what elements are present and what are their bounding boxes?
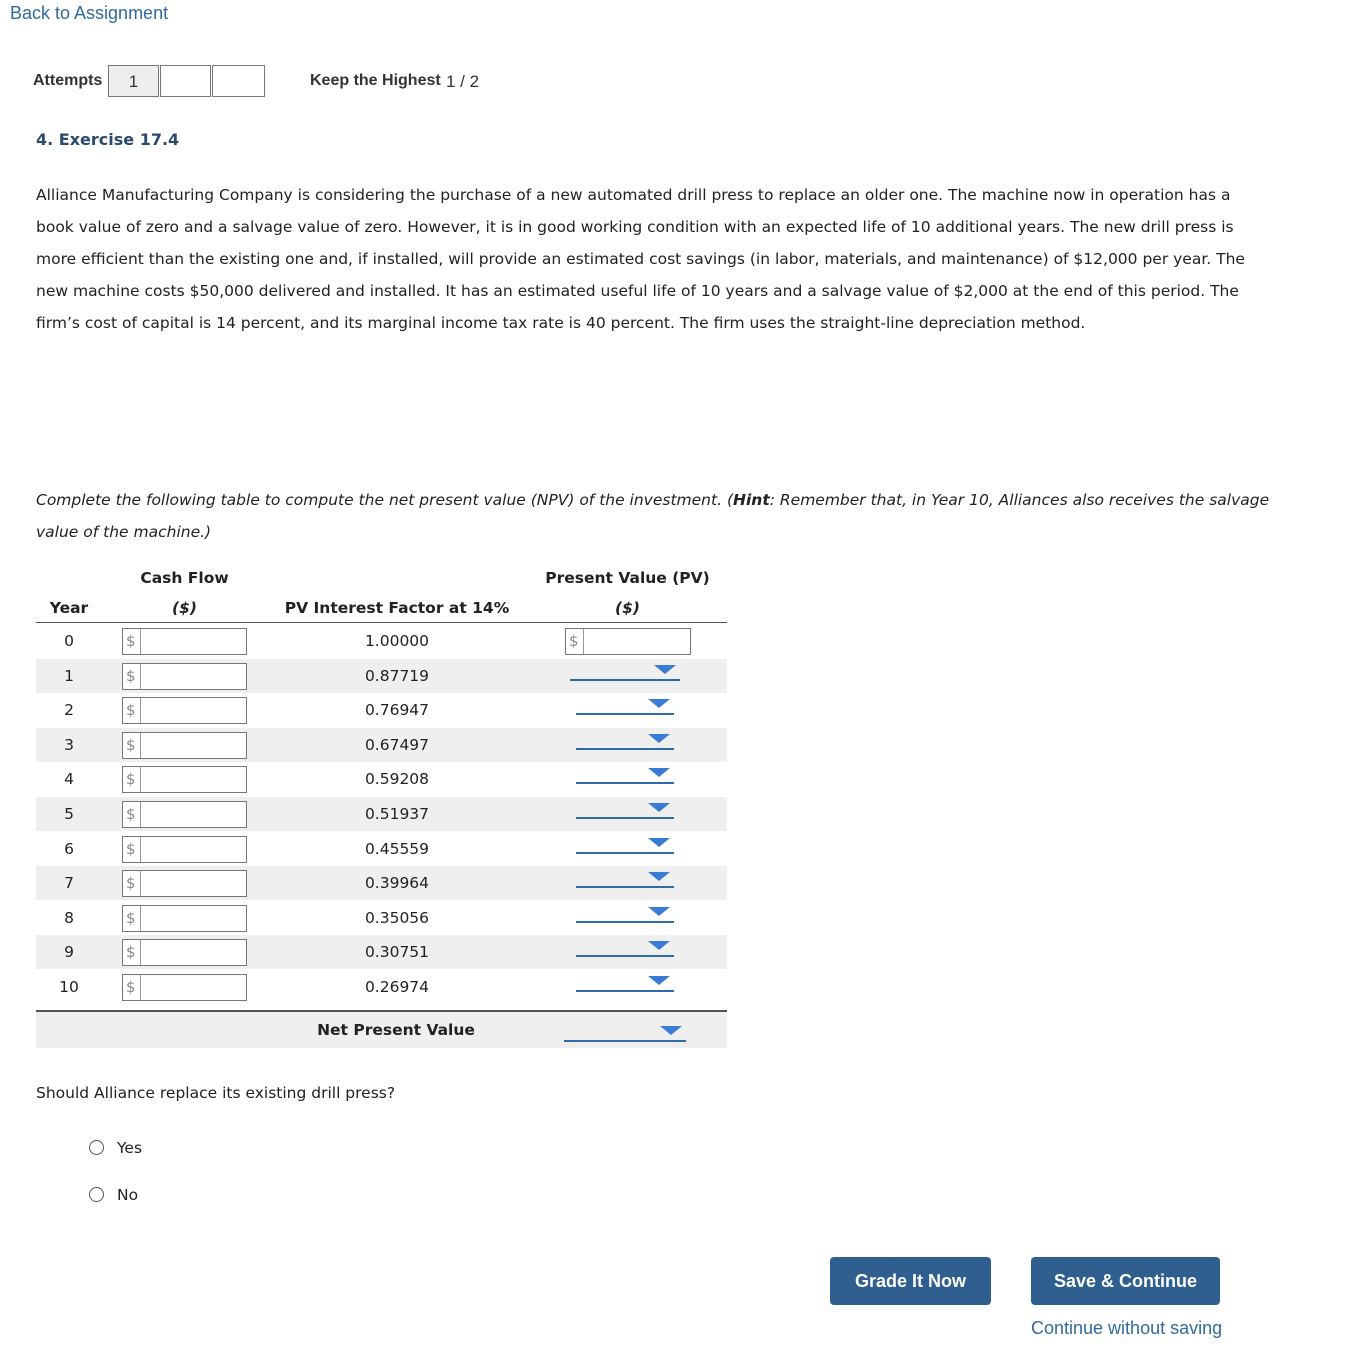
keep-highest-label: Keep the Highest (310, 72, 441, 89)
cash-flow-input[interactable] (122, 801, 247, 828)
cash-flow-input[interactable] (122, 663, 247, 690)
year-cell: 1 (64, 667, 74, 685)
attempt-box-1: 1 (108, 65, 159, 97)
dollar-sign: $ (126, 909, 136, 927)
table-row (36, 832, 727, 866)
pv-factor-cell: 0.30751 (364, 943, 430, 961)
present-value-dropdown[interactable] (576, 901, 674, 923)
dollar-sign: $ (126, 736, 136, 754)
cash-flow-input[interactable] (122, 939, 247, 966)
pv-factor-cell: 0.35056 (364, 909, 430, 927)
dollar-sign: $ (126, 770, 136, 788)
chevron-down-icon (648, 699, 670, 708)
year-cell: 6 (64, 840, 74, 858)
chevron-down-icon (648, 734, 670, 743)
year-cell: 8 (64, 909, 74, 927)
instructions-text-end: : Remember that, in Year 10, Alliances also receives the salvage value of the machine.) (36, 491, 1270, 541)
header-year: Year (49, 599, 89, 617)
header-present-value: Present Value (PV) (545, 569, 710, 587)
dollar-sign: $ (126, 632, 136, 650)
table-row (36, 935, 727, 969)
continue-without-saving-link[interactable]: Continue without saving (1031, 1318, 1223, 1338)
pv-factor-cell: 0.87719 (364, 667, 430, 685)
cash-flow-input[interactable] (122, 697, 247, 724)
table-row (36, 866, 727, 900)
keep-highest-value: 1 / 2 (446, 72, 480, 91)
cash-flow-input[interactable] (122, 836, 247, 863)
year-cell: 0 (64, 632, 74, 650)
attempt-box-3 (212, 65, 265, 97)
present-value-dropdown[interactable] (576, 693, 674, 715)
table-row (36, 970, 727, 1004)
table-instructions (36, 484, 1276, 548)
npv-row (36, 1010, 727, 1048)
chevron-down-icon (648, 768, 670, 777)
year-cell: 7 (64, 874, 74, 892)
dollar-sign: $ (126, 667, 136, 685)
present-value-dropdown[interactable] (576, 866, 674, 888)
table-row (36, 762, 727, 796)
pv-factor-cell: 0.39964 (364, 874, 430, 892)
instructions-text: Complete the following table to compute the net present value (NPV) of the investment. ( (36, 491, 733, 509)
present-value-dropdown[interactable] (570, 659, 680, 681)
cash-flow-input[interactable] (122, 732, 247, 759)
dollar-sign: $ (126, 840, 136, 858)
present-value-dropdown[interactable] (576, 797, 674, 819)
pv-factor-cell: 0.51937 (364, 805, 430, 823)
table-row (36, 901, 727, 935)
present-value-dropdown[interactable] (576, 935, 674, 957)
table-row (36, 728, 727, 762)
pv-factor-cell: 0.45559 (364, 840, 430, 858)
dollar-sign: $ (569, 632, 579, 650)
cash-flow-input[interactable] (122, 905, 247, 932)
year-cell: 3 (64, 736, 74, 754)
cash-flow-input[interactable] (122, 766, 247, 793)
option-yes-label: Yes (117, 1139, 143, 1157)
chevron-down-icon (648, 838, 670, 847)
year-cell: 10 (59, 978, 79, 996)
year-cell: 9 (64, 943, 74, 961)
npv-dropdown[interactable] (564, 1020, 686, 1042)
save-continue-button[interactable]: Save & Continue (1031, 1257, 1220, 1305)
year-cell: 2 (64, 701, 74, 719)
table-row (36, 659, 727, 693)
back-to-assignment-link[interactable]: Back to Assignment (10, 3, 169, 23)
dollar-sign: $ (126, 874, 136, 892)
pv-factor-cell: 1.00000 (364, 632, 430, 650)
dollar-sign: $ (126, 978, 136, 996)
pv-factor-cell: 0.26974 (364, 978, 430, 996)
year-cell: 5 (64, 805, 74, 823)
header-cash-flow-unit: ($) (172, 599, 197, 617)
chevron-down-icon (648, 803, 670, 812)
dollar-sign: $ (126, 943, 136, 961)
exercise-title: 4. Exercise 17.4 (36, 130, 180, 149)
chevron-down-icon (648, 907, 670, 916)
header-divider (36, 622, 727, 623)
hint-label: Hint (733, 491, 770, 509)
grade-it-now-button[interactable]: Grade It Now (830, 1257, 991, 1305)
present-value-dropdown[interactable] (576, 728, 674, 750)
dollar-sign: $ (126, 805, 136, 823)
present-value-dropdown[interactable] (576, 832, 674, 854)
cash-flow-input[interactable] (122, 870, 247, 897)
chevron-down-icon (660, 1026, 682, 1035)
header-cash-flow: Cash Flow (140, 569, 229, 587)
pv-factor-cell: 0.59208 (364, 770, 430, 788)
table-row (36, 624, 727, 658)
problem-statement: Alliance Manufacturing Company is considering the purchase of a new automated drill press to replace an older one. The machine now in operation has a book value of zero and a salvage value of zero. However, it is in good working condition with an expected life of 10 additional years. The new drill press is more efficient than the existing one and, if installed, will provide an estimated cost savings (in labor, materials, and maintenance) of $12,000 per year. The new machine costs $50,000 delivered and installed. It has an estimated useful life of 10 years and a salvage value of $2,000 at the end of this period. The firm’s cost of capital is 14 percent, and its marginal income tax rate is 40 percent. The firm uses the straight-line depreciation method. (36, 186, 1245, 332)
header-present-value-unit: ($) (615, 599, 640, 617)
year-cell: 4 (64, 770, 74, 788)
dollar-sign: $ (126, 701, 136, 719)
option-no-label: No (117, 1186, 139, 1204)
cash-flow-input[interactable] (122, 628, 247, 655)
table-row (36, 797, 727, 831)
chevron-down-icon (648, 941, 670, 950)
attempts-label: Attempts (33, 72, 103, 89)
pv-factor-cell: 0.76947 (364, 701, 430, 719)
present-value-dropdown[interactable] (576, 762, 674, 784)
chevron-down-icon (648, 872, 670, 881)
pv-factor-cell: 0.67497 (364, 736, 430, 754)
radio-no[interactable] (89, 1187, 104, 1202)
present-value-input[interactable] (565, 628, 691, 655)
attempt-box-2 (160, 65, 211, 97)
cash-flow-input[interactable] (122, 974, 247, 1001)
table-row (36, 693, 727, 727)
radio-yes[interactable] (89, 1140, 104, 1155)
header-pv-factor: PV Interest Factor at 14% (284, 599, 510, 617)
chevron-down-icon (654, 665, 676, 674)
present-value-dropdown[interactable] (576, 970, 674, 992)
npv-label: Net Present Value (317, 1021, 475, 1039)
question-text: Should Alliance replace its existing drill press? (36, 1084, 396, 1102)
chevron-down-icon (648, 976, 670, 985)
